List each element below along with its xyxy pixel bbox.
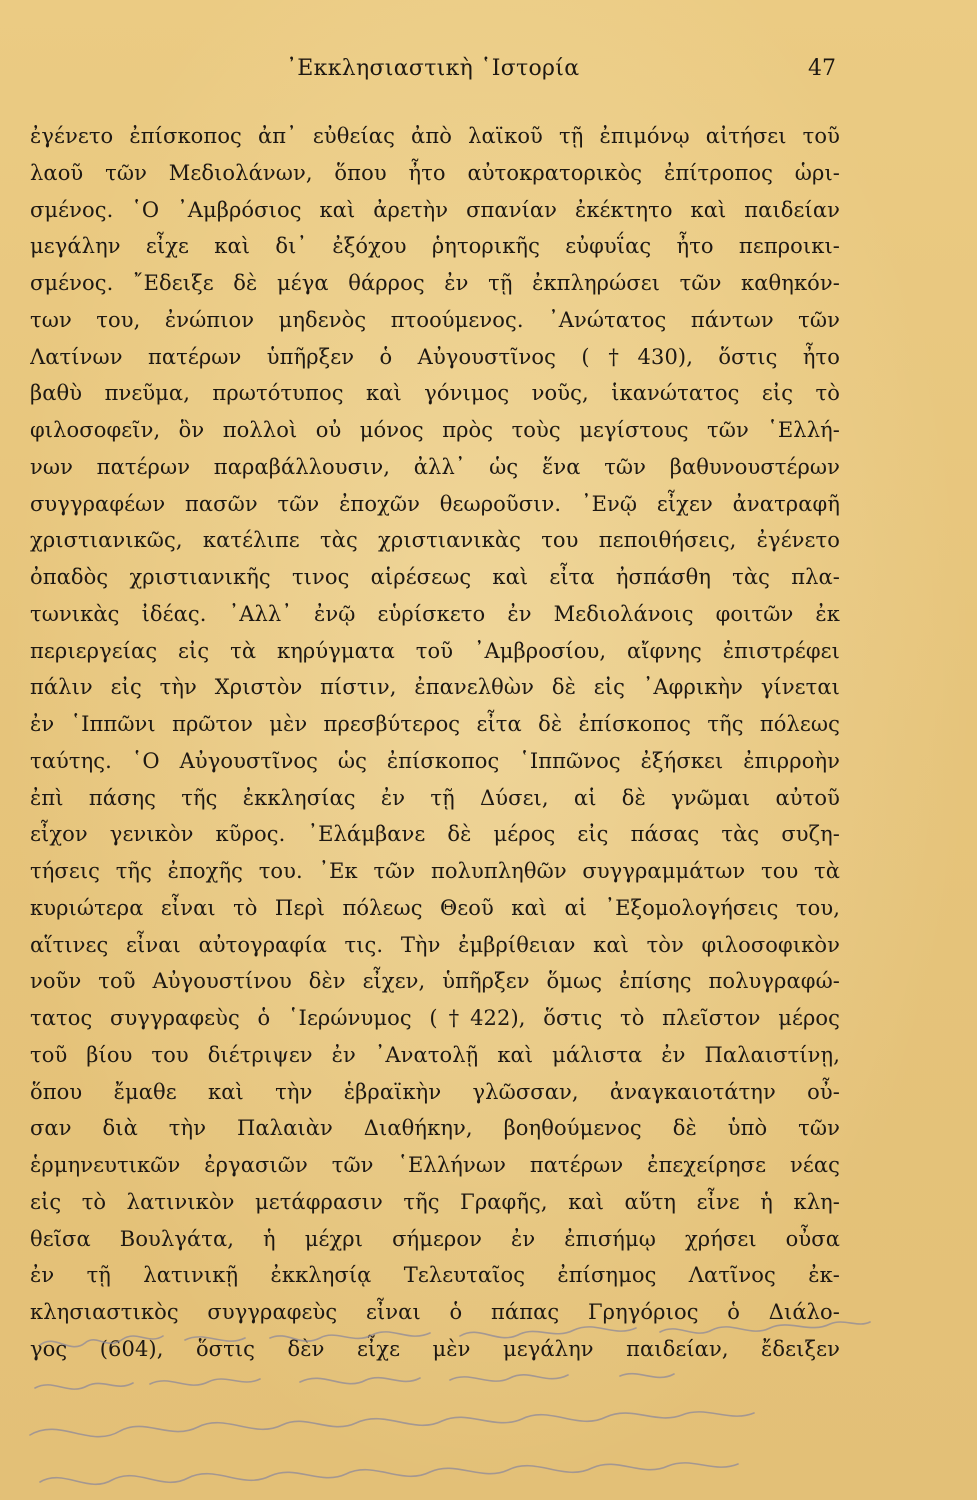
- text-line: βαθὺ πνεῦμα, πρωτότυπος καὶ γόνιμος νοῦς, ἱκανώτατος εἰς τὸ: [30, 381, 840, 406]
- text-line: τατος συγγραφεὺς ὁ ῾Ιερώνυμος (†422), ὅστις τὸ πλεῖστον μέρος: [30, 1006, 840, 1030]
- text-line: εἶχον γενικὸν κῦρος. ᾿Ελάμβανε δὲ μέρος εἰς πάσας τὰς συζη-: [30, 822, 840, 847]
- text-line: χριστιανικῶς, κατέλιπε τὰς χριστιανικὰς του πεποιθήσεις, ἐγένετο: [30, 528, 840, 553]
- page-header: [0, 56, 977, 96]
- text-line: κυριώτερα εἶναι τὸ Περὶ πόλεως Θεοῦ καὶ αἱ ᾿Εξομολογήσεις του,: [30, 895, 840, 920]
- text-line: ἐγένετο ἐπίσκοπος ἀπ᾿ εὐθείας ἀπὸ λαϊκοῦ τῇ ἐπιμόνῳ αἰτήσει τοῦ: [30, 124, 840, 148]
- text-line: τωνικὰς ἰδέας. ᾿Αλλ᾿ ἐνῷ εὑρίσκετο ἐν Μεδιολάνοις φοιτῶν ἐκ: [30, 601, 840, 626]
- text-line: περιεργείας εἰς τὰ κηρύγματα τοῦ ᾿Αμβροσίου, αἴφνης ἐπιστρέφει: [30, 638, 840, 663]
- text-line: συγγραφέων πασῶν τῶν ἐποχῶν θεωροῦσιν. ᾿Ενῷ εἶχεν ἀνατραφῆ: [30, 491, 840, 516]
- text-line: τοῦ βίου του διέτριψεν ἐν ᾿Ανατολῇ καὶ μάλιστα ἐν Παλαιστίνῃ,: [30, 1042, 840, 1067]
- text-line: σμένος. ῎Εδειξε δὲ μέγα θάρρος ἐν τῇ ἐκπληρώσει τῶν καθηκόν-: [30, 271, 840, 295]
- text-line: πάλιν εἰς τὴν Χριστὸν πίστιν, ἐπανελθὼν δὲ εἰς ᾿Αφρικὴν γίνεται: [30, 675, 840, 700]
- text-line: γος (604), ὅστις δὲν εἶχε μὲν μεγάλην παιδείαν, ἔδειξεν: [30, 1336, 840, 1361]
- text-line: σαν διὰ τὴν Παλαιὰν Διαθήκην, βοηθούμενος δὲ ὑπὸ τῶν: [30, 1116, 840, 1141]
- text-line: σμένος. ῾Ο ᾿Αμβρόσιος καὶ ἀρετὴν σπανίαν ἐκέκτητο καὶ παιδείαν: [30, 197, 840, 222]
- text-line: φιλοσοφεῖν, ὃν πολλοὶ οὐ μόνος πρὸς τοὺς μεγίστους τῶν ῾Ελλή-: [30, 418, 840, 442]
- text-line: κλησιαστικὸς συγγραφεὺς εἶναι ὁ πάπας Γρηγόριος ὁ Διάλο-: [30, 1300, 840, 1324]
- text-line: ἐν ῾Ιππῶνι πρῶτον μὲν πρεσβύτερος εἶτα δὲ ἐπίσκοπος τῆς πόλεως: [30, 712, 840, 736]
- running-title: ᾿Εκκλησιαστικὴ ῾Ιστορία: [286, 56, 580, 81]
- text-line: Λατίνων πατέρων ὑπῆρξεν ὁ Αὐγουστῖνος (†430), ὅστις ἦτο: [30, 344, 840, 369]
- body-text: [30, 118, 840, 1368]
- text-line: μεγάλην εἶχε καὶ δι᾿ ἐξόχου ῥητορικῆς εὐφυΐας ἦτο πεπροικι-: [30, 234, 840, 259]
- text-line: ἐπὶ πάσης τῆς ἐκκλησίας ἐν τῇ Δύσει, αἱ δὲ γνῶμαι αὐτοῦ: [30, 785, 840, 810]
- text-line: ὅπου ἔμαθε καὶ τὴν ἑβραϊκὴν γλῶσσαν, ἀναγκαιοτάτην οὖ-: [30, 1079, 840, 1104]
- text-line: ταύτης. ῾Ο Αὐγουστῖνος ὡς ἐπίσκοπος ῾Ιππῶνος ἐξήσκει ἐπιρροὴν: [30, 748, 840, 773]
- text-line: ἐν τῇ λατινικῇ ἐκκλησίᾳ Τελευταῖος ἐπίσημος Λατῖνος ἐκ-: [30, 1263, 840, 1288]
- pencil-handwriting: [0, 1310, 977, 1500]
- text-line: θεῖσα Βουλγάτα, ἡ μέχρι σήμερον ἐν ἐπισήμῳ χρήσει οὖσα: [30, 1226, 840, 1251]
- text-line: τήσεις τῆς ἐποχῆς του. ᾿Εκ τῶν πολυπληθῶν συγγραμμάτων του τὰ: [30, 859, 840, 883]
- text-line: ἑρμηνευτικῶν ἐργασιῶν τῶν ῾Ελλήνων πατέρων ἐπεχείρησε νέας: [30, 1153, 840, 1177]
- text-line: των του, ἐνώπιον μηδενὸς πτοούμενος. ᾿Ανώτατος πάντων τῶν: [30, 307, 840, 332]
- text-line: εἰς τὸ λατινικὸν μετάφρασιν τῆς Γραφῆς, καὶ αὕτη εἶνε ἡ κλη-: [30, 1189, 840, 1214]
- text-line: νοῦν τοῦ Αὐγουστίνου δὲν εἶχεν, ὑπῆρξεν ὅμως ἐπίσης πολυγραφώ-: [30, 969, 840, 994]
- text-line: νων πατέρων παραβάλλουσιν, ἀλλ᾿ ὡς ἕνα τῶν βαθυνουστέρων: [30, 454, 840, 479]
- text-line: λαοῦ τῶν Μεδιολάνων, ὅπου ἦτο αὐτοκρατορικὸς ἐπίτροπος ὡρι-: [30, 160, 840, 185]
- text-line: ὀπαδὸς χριστιανικῆς τινος αἱρέσεως καὶ εἶτα ἠσπάσθη τὰς πλα-: [30, 565, 840, 589]
- text-line: αἵτινες εἶναι αὐτογραφία τις. Τὴν ἐμβρίθειαν καὶ τὸν φιλοσοφικὸν: [30, 932, 840, 957]
- page-number: 47: [808, 56, 836, 81]
